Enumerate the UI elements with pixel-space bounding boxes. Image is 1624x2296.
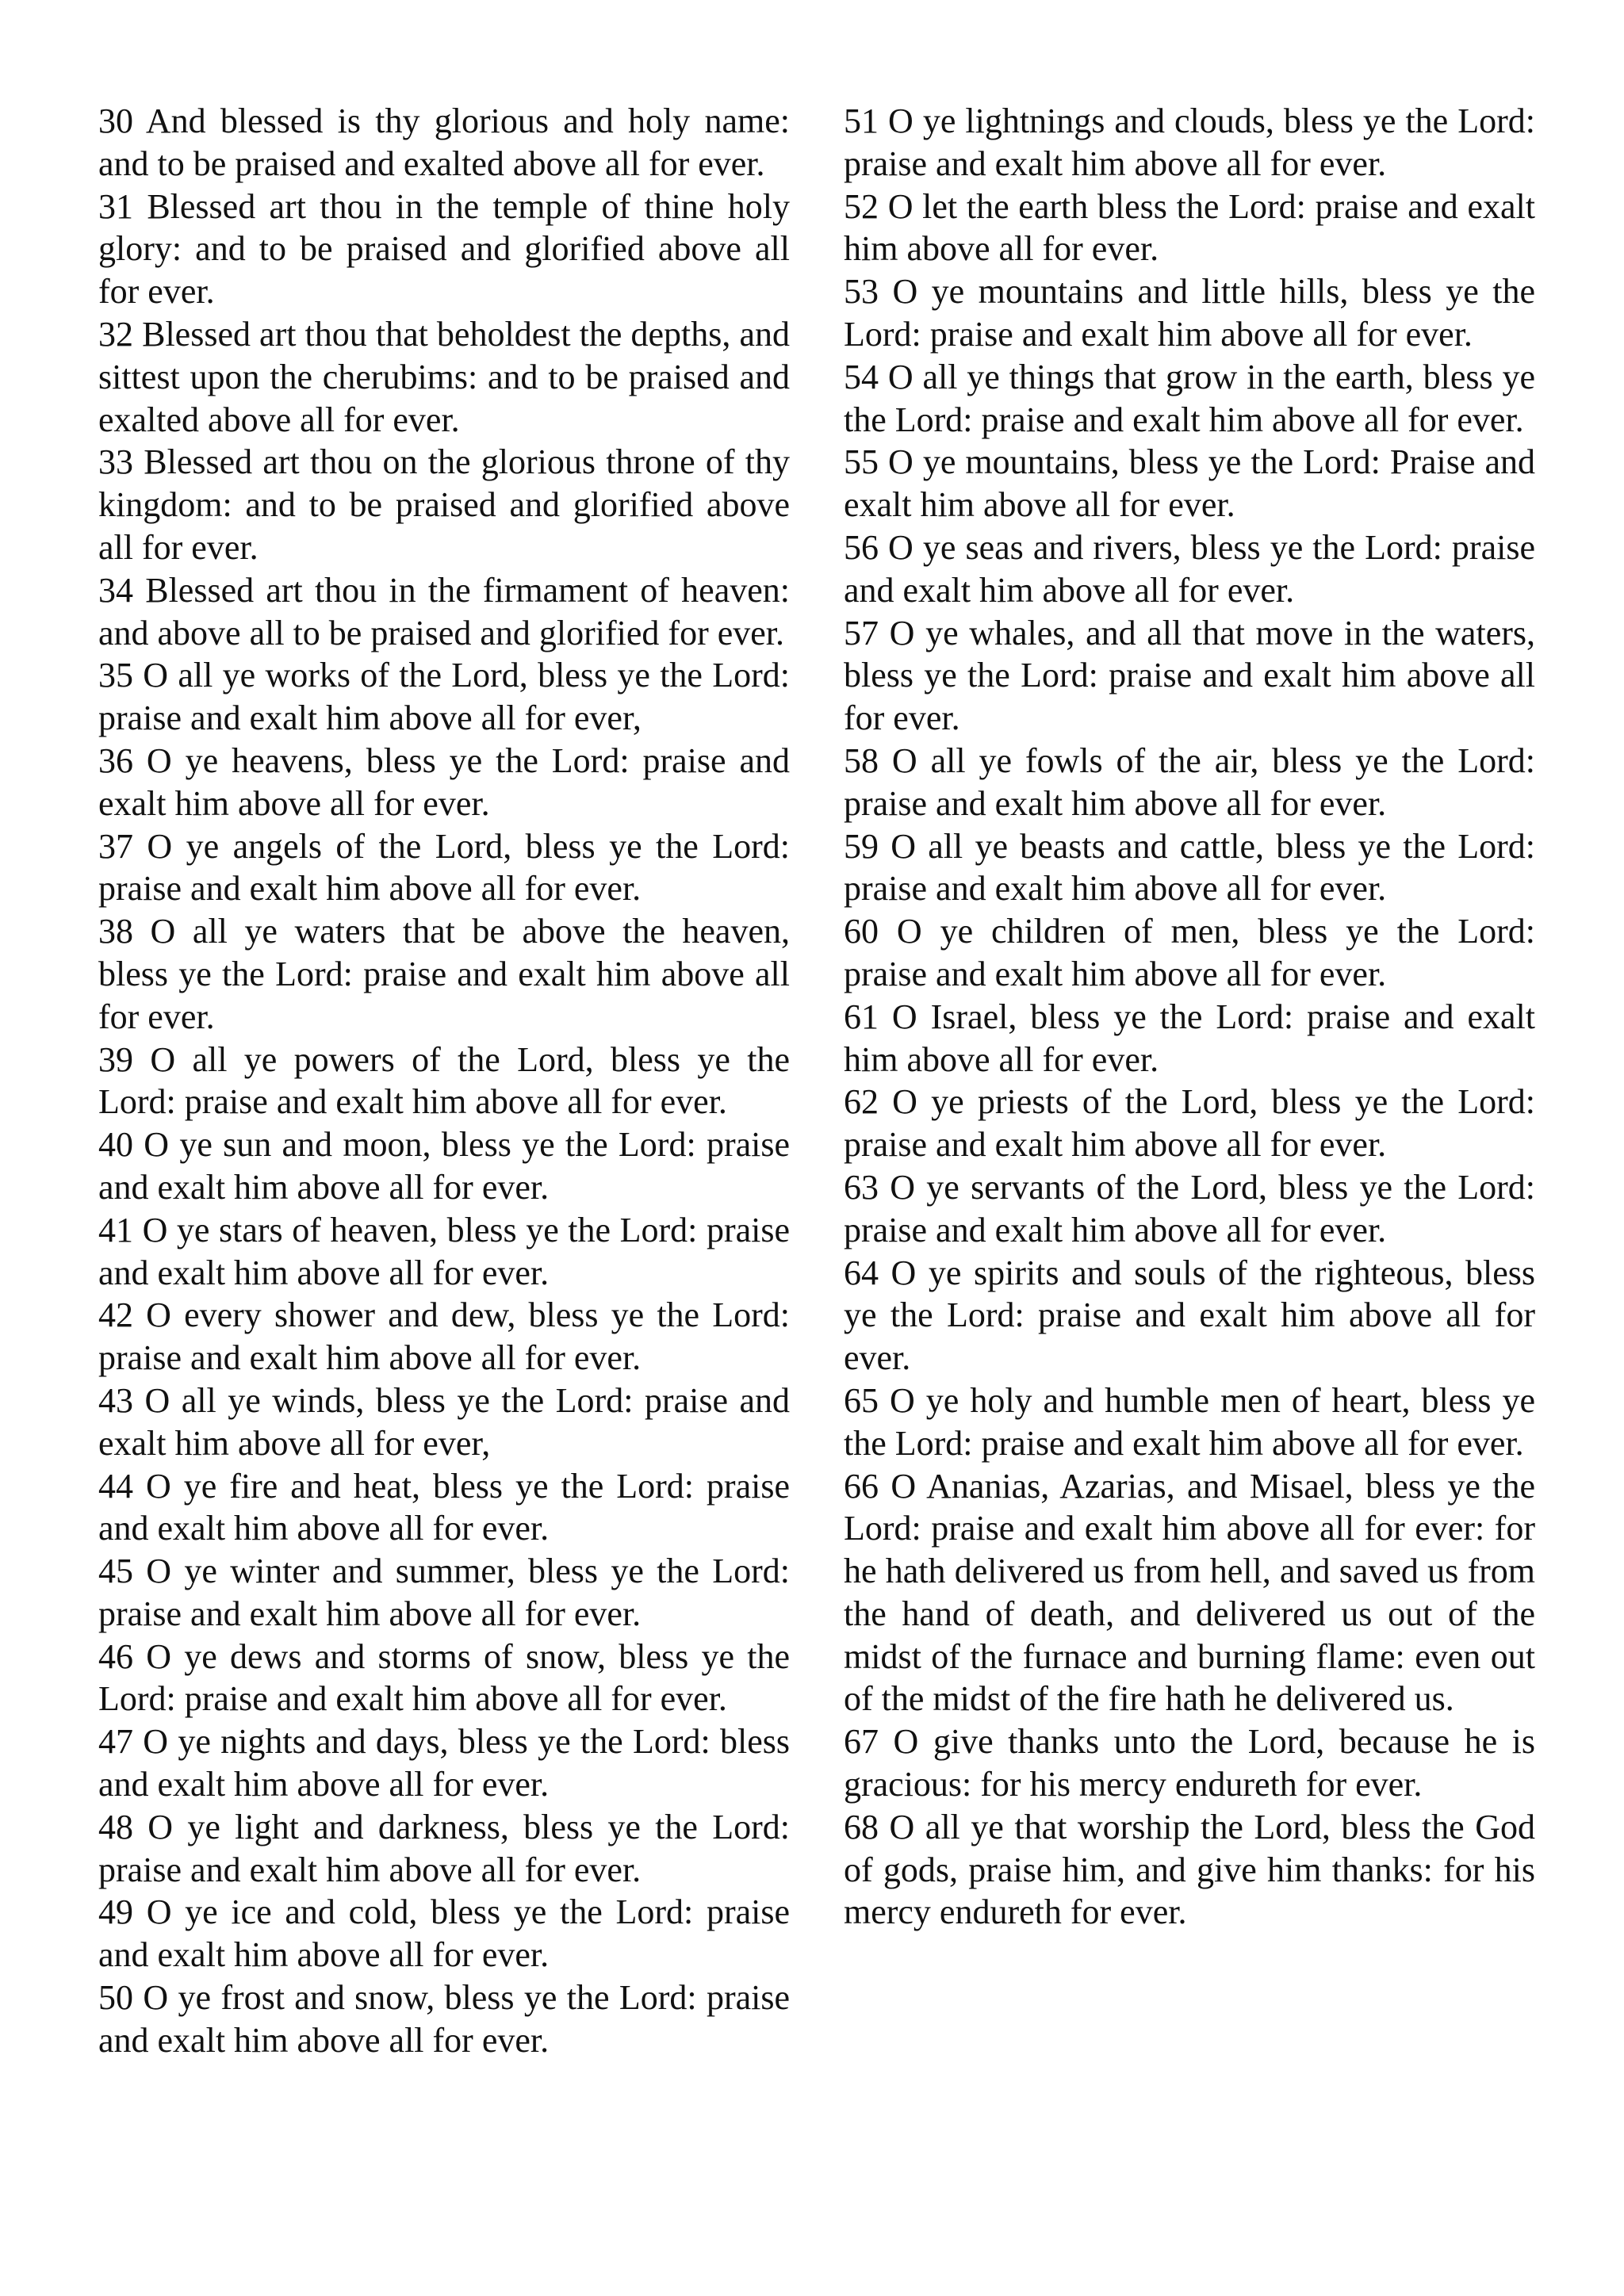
verse-60: 60 O ye children of men, bless ye the Lord: praise and exalt him above all for ever. [844,912,1535,993]
verse-52: 52 O let the earth bless the Lord: praise and exalt him above all for ever. [844,186,1535,269]
verse-44: 44 O ye fire and heat, bless ye the Lord: praise and exalt him above all for ever. [98,1466,790,1548]
verse-67: 67 O give thanks unto the Lord, because he is gracious: for his mercy endureth for ever. [844,1722,1535,1804]
verse-33: 33 Blessed art thou on the glorious throne of thy kingdom: and to be praised and glorified above all for ever. [98,442,790,567]
verse-64: 64 O ye spirits and souls of the righteous, bless ye the Lord: praise and exalt him above all for ever. [844,1253,1535,1378]
verse-36: 36 O ye heavens, bless ye the Lord: praise and exalt him above all for ever. [98,740,790,823]
verse-53: 53 O ye mountains and little hills, bless ye the Lord: praise and exalt him above all for ever. [844,272,1535,354]
verse-47: 47 O ye nights and days, bless ye the Lord: bless and exalt him above all for ever. [98,1722,790,1804]
left-text-column [98,100,790,2062]
verse-38: 38 O all ye waters that be above the heaven, bless ye the Lord: praise and exalt him above all for ever. [98,912,790,1036]
verse-39: 39 O all ye powers of the Lord, bless ye the Lord: praise and exalt him above all for ever. [98,1039,790,1122]
verse-54: 54 O all ye things that grow in the earth, bless ye the Lord: praise and exalt him above all for ever. [844,357,1535,439]
verse-37: 37 O ye angels of the Lord, bless ye the Lord: praise and exalt him above all for ever. [98,826,790,909]
verse-50: 50 O ye frost and snow, bless ye the Lord: praise and exalt him above all for ever. [98,1978,790,2060]
verse-62: 62 O ye priests of the Lord, bless ye the Lord: praise and exalt him above all for ever. [844,1082,1535,1165]
verse-61: 61 O Israel, bless ye the Lord: praise and exalt him above all for ever. [844,997,1535,1079]
verse-42: 42 O every shower and dew, bless ye the Lord: praise and exalt him above all for ever. [98,1295,790,1378]
verse-68: 68 O all ye that worship the Lord, bless the God of gods, praise him, and give him thanks: for his mercy endureth for ever. [844,1807,1535,1932]
verse-35: 35 O all ye works of the Lord, bless ye the Lord: praise and exalt him above all for ever, [98,656,790,738]
verse-45: 45 O ye winter and summer, bless ye the Lord: praise and exalt him above all for ever. [98,1552,790,1633]
verse-58: 58 O all ye fowls of the air, bless ye the Lord: praise and exalt him above all for ever. [844,740,1535,823]
verse-63: 63 O ye servants of the Lord, bless ye the Lord: praise and exalt him above all for ever. [844,1167,1535,1249]
verse-55: 55 O ye mountains, bless ye the Lord: Praise and exalt him above all for ever. [844,442,1535,525]
verse-51: 51 O ye lightnings and clouds, bless ye the Lord: praise and exalt him above all for ever. [844,101,1535,183]
verse-43: 43 O all ye winds, bless ye the Lord: praise and exalt him above all for ever, [98,1380,790,1463]
verse-46: 46 O ye dews and storms of snow, bless ye the Lord: praise and exalt him above all for ever. [98,1636,790,1719]
verse-40: 40 O ye sun and moon, bless ye the Lord: praise and exalt him above all for ever. [98,1125,790,1207]
verse-65: 65 O ye holy and humble men of heart, bless ye the Lord: praise and exalt him above all for ever. [844,1380,1535,1463]
verse-31: 31 Blessed art thou in the temple of thine holy glory: and to be praised and glorified above all for ever. [98,186,790,312]
verse-48: 48 O ye light and darkness, bless ye the Lord: praise and exalt him above all for ever. [98,1807,790,1889]
verse-57: 57 O ye whales, and all that move in the waters, bless ye the Lord: praise and exalt him above all for ever. [844,613,1535,738]
verse-34: 34 Blessed art thou in the firmament of heaven: and above all to be praised and glorified for ever. [98,570,790,652]
verse-49: 49 O ye ice and cold, bless ye the Lord: praise and exalt him above all for ever. [98,1892,790,1975]
verse-32: 32 Blessed art thou that beholdest the depths, and sittest upon the cherubims: and to be praised and exalted above all for ever. [98,314,790,439]
verse-66: 66 O Ananias, Azarias, and Misael, bless ye the Lord: praise and exalt him above all for ever: for he hath delivered us from hell, and saved us from the hand of death, and delivered us out of the midst of the furnace and burning flame: even out of the midst of the fire hath he delivered us. [844,1466,1535,1719]
right-text-column [844,100,1535,1934]
verse-59: 59 O all ye beasts and cattle, bless ye the Lord: praise and exalt him above all for ever. [844,826,1535,909]
verse-30: 30 And blessed is thy glorious and holy name: and to be praised and exalted above all for ever. [98,101,790,183]
verse-41: 41 O ye stars of heaven, bless ye the Lord: praise and exalt him above all for ever. [98,1210,790,1292]
verse-56: 56 O ye seas and rivers, bless ye the Lord: praise and exalt him above all for ever. [844,527,1535,610]
